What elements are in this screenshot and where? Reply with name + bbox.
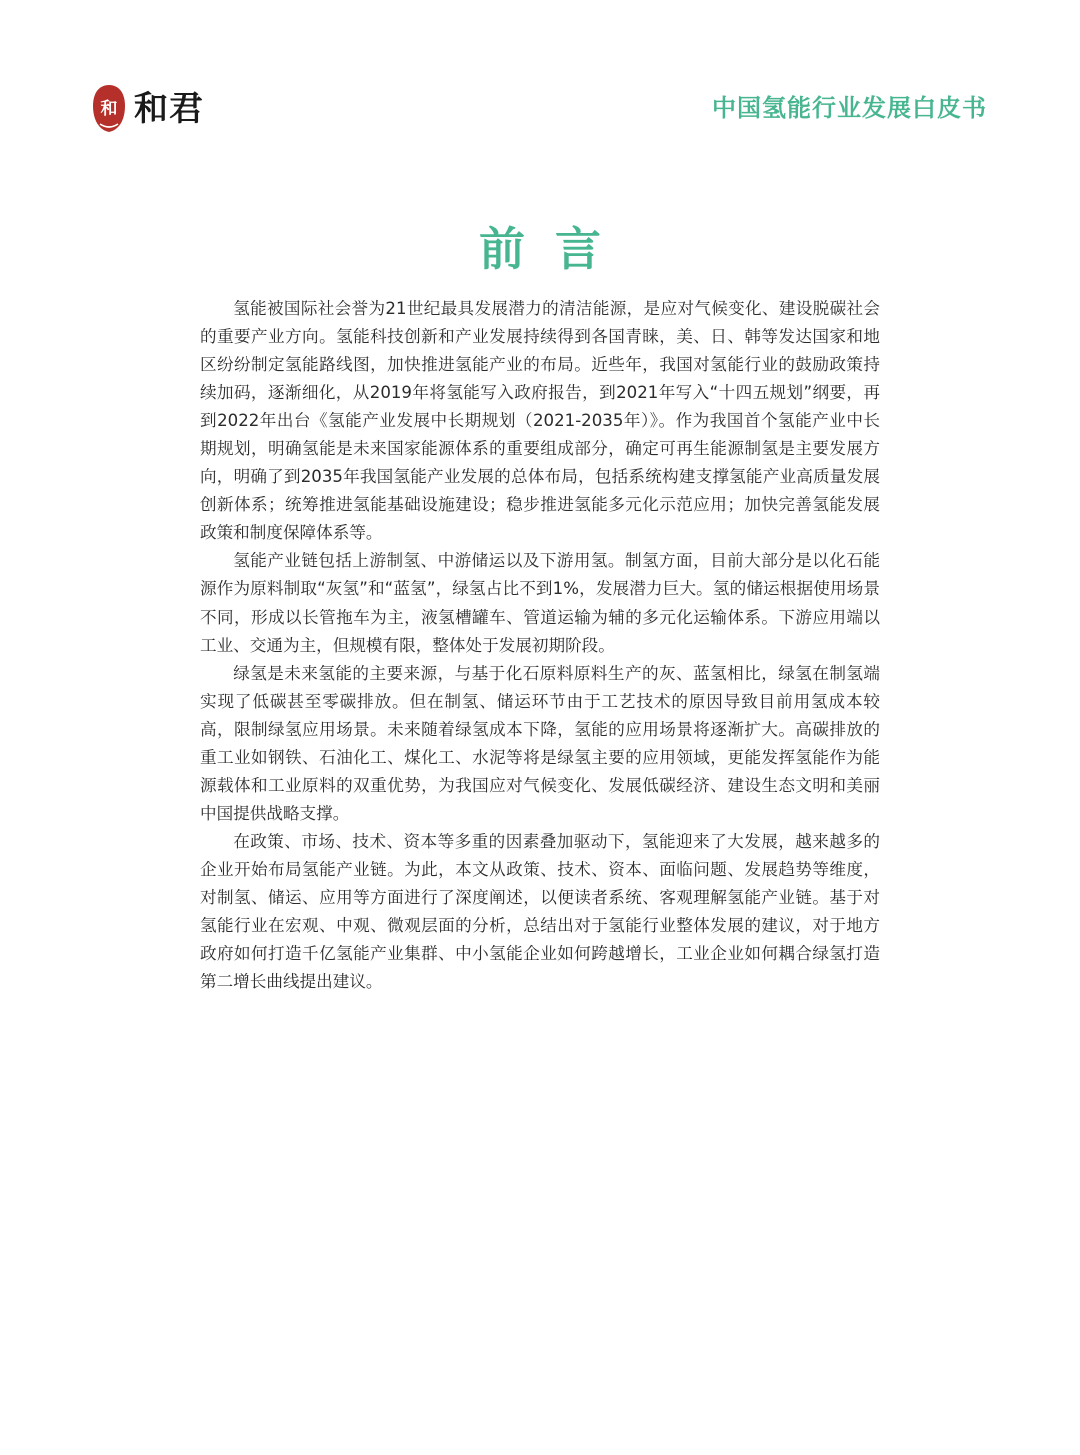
paragraph-2: 氢能产业链包括上游制氢、中游储运以及下游用氢。制氢方面，目前大部分是以化石能源作为原料制取“灰氢”和“蓝氢”，绿氢占比不到1%，发展潜力巨大。氢的储运根据使用场景不同，形成以长管拖车为主，液氢槽罐车、管道运输为辅的多元化运输体系。下游应用端以工业、交通为主，但规模有限，整体处于发展初期阶段。 (200, 551, 880, 655)
seal-logo-icon (92, 84, 126, 134)
body-content (200, 295, 880, 996)
paragraph-3: 绿氢是未来氢能的主要来源，与基于化石原料原料生产的灰、蓝氢相比，绿氢在制氢端实现了低碳甚至零碳排放。但在制氢、储运环节由于工艺技术的原因导致目前用氢成本较高，限制绿氢应用场景。未来随着绿氢成本下降，氢能的应用场景将逐渐扩大。高碳排放的重工业如钢铁、石油化工、煤化工、水泥等将是绿氢主要的应用领域，更能发挥氢能作为能源载体和工业原料的双重优势，为我国应对气候变化、发展低碳经济、建设生态文明和美丽中国提供战略支撑。 (200, 663, 880, 823)
paragraph-4: 在政策、市场、技术、资本等多重的因素叠加驱动下，氢能迎来了大发展，越来越多的企业开始布局氢能产业链。为此，本文从政策、技术、资本、面临问题、发展趋势等维度，对制氢、储运、应用等方面进行了深度阐述，以便读者系统、客观理解氢能产业链。基于对氢能行业在宏观、中观、微观层面的分析，总结出对于氢能行业整体发展的建议，对于地方政府如何打造千亿氢能产业集群、中小氢能企业如何跨越增长，工业企业如何耦合绿氢打造第二增长曲线提出建议。 (200, 831, 880, 992)
seal-char: 和 (100, 99, 118, 119)
document-title: 中国氢能行业发展白皮书 (712, 94, 987, 122)
logo-text: 和君 (134, 89, 204, 129)
brand-logo (92, 84, 204, 134)
paragraph-1: 氢能被国际社会誉为21世纪最具发展潜力的清洁能源，是应对气候变化、建设脱碳社会的重要产业方向。氢能科技创新和产业发展持续得到各国青睐，美、日、韩等发达国家和地区纷纷制定氢能路线图，加快推进氢能产业的布局。近些年，我国对氢能行业的鼓励政策持续加码，逐渐细化，从2019年将氢能写入政府报告，到2021年写入“十四五规划”纲要，再到2022年出台《氢能产业发展中长期规划（2021-2035年）》。作为我国首个氢能产业中长期规划，明确氢能是未来国家能源体系的重要组成部分，确定可再生能源制氢是主要发展方向，明确了到2035年我国氢能产业发展的总体布局，包括系统构建支撑氢能产业高质量发展创新体系；统筹推进氢能基础设施建设；稳步推进氢能多元化示范应用；加快完善氢能发展政策和制度保障体系等。 (200, 299, 880, 543)
page-heading: 前言 (479, 221, 631, 276)
page-header (0, 0, 1080, 150)
